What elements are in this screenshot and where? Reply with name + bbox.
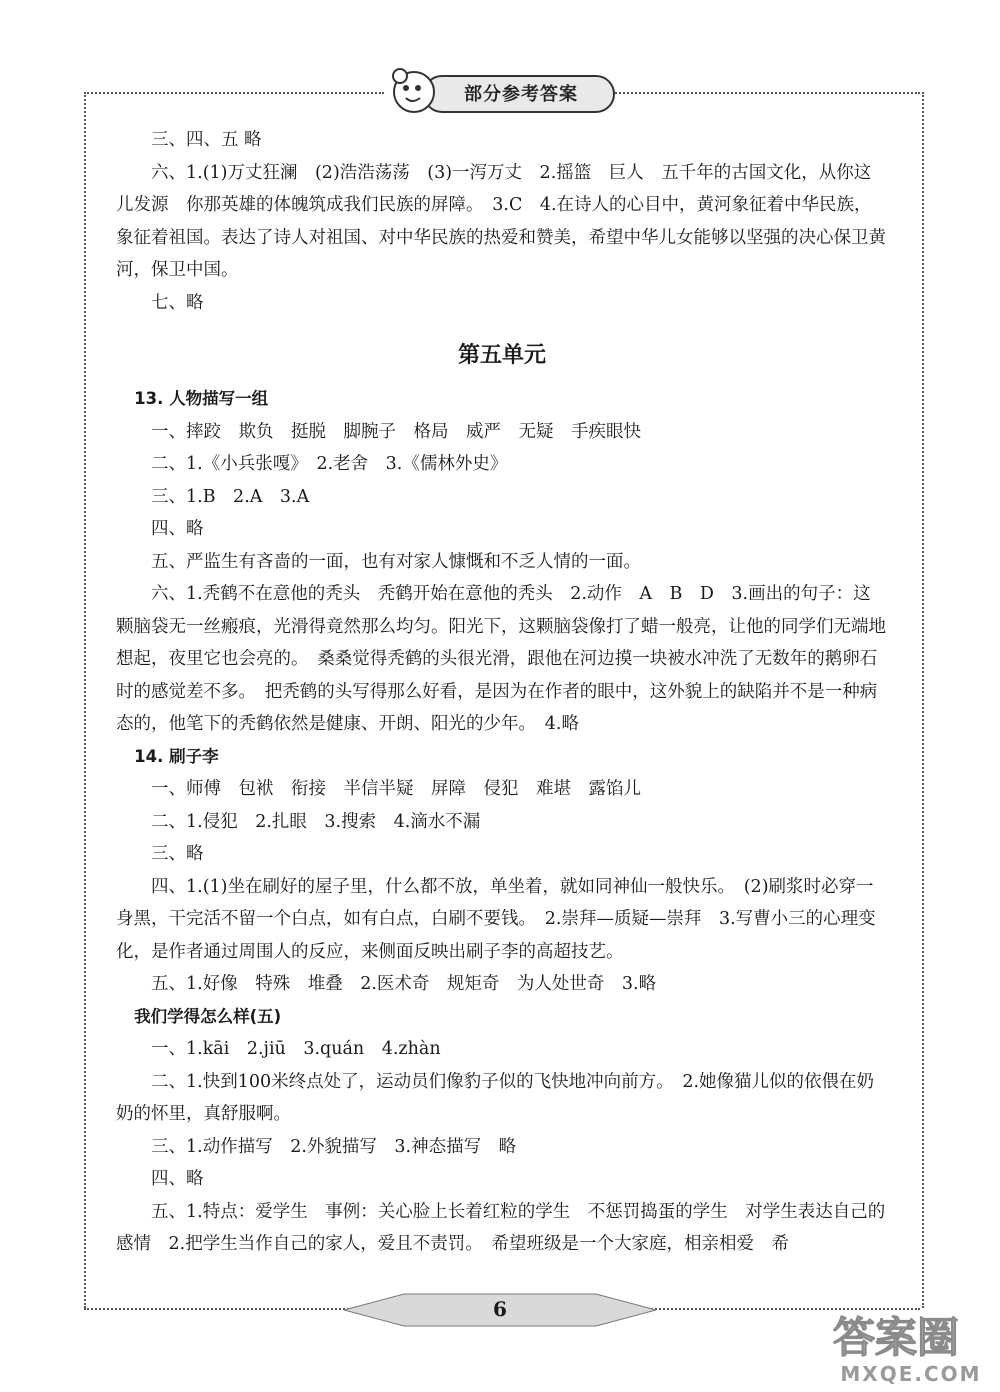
answer-line: 二、1.《小兵张嘎》 2.老舍 3.《儒林外史》 bbox=[151, 454, 508, 474]
svg-text:答案圈: 答案圈 bbox=[832, 1313, 960, 1362]
section-heading: 13. 人物描写一组 bbox=[134, 389, 269, 408]
answer-line: 三、略 bbox=[151, 844, 204, 864]
answer-line: 三、1.B 2.A 3.A bbox=[151, 486, 310, 507]
answer-line: 一、摔跤 欺负 挺脱 脚腕子 格局 威严 无疑 手疾眼快 bbox=[151, 421, 641, 442]
answer-paragraph: 六、1.(1)万丈狂澜 (2)浩浩荡荡 (3)一泻万丈 2.摇篮 巨人 五千年的古国文化，从你这儿发源 你那英雄的体魄筑成我们民族的屏障。 3.C 4.在诗人的心目中，黄河象征着中华民族，象征着祖国。表达了诗人对祖国、对中华民族的热爱和赞美，希望中华儿女能够以坚强的决心保卫黄河，保卫中国。 bbox=[116, 162, 886, 280]
answer-line: 三、1.动作描写 2.外貌描写 3.神态描写 略 bbox=[151, 1136, 517, 1157]
answer-paragraph: 二、1.快到100米终点处了，运动员们像豹子似的飞快地冲向前方。 2.她像猫儿似的依偎在奶奶的怀里，真舒服啊。 bbox=[116, 1071, 875, 1124]
answer-paragraph: 四、1.(1)坐在刷好的屋子里，什么都不放，单坐着，就如同神仙一般快乐。 (2)刷浆时必穿一身黑，干完活不留一个白点，如有白点，白刷不要钱。 2.崇拜—质疑—崇拜 3.写曹小三的心理变化，是作者通过周围人的反应，来侧面反映出刷子李的高超技艺。 bbox=[116, 876, 876, 962]
answer-line: 一、1.kāi 2.jiū 3.quán 4.zhàn bbox=[151, 1039, 441, 1059]
answer-paragraph: 五、1.特点：爱学生 事例：关心脸上长着红粒的学生 不惩罚捣蛋的学生 对学生表达自己的感情 2.把学生当作自己的家人，爱且不责罚。 希望班级是一个大家庭，相亲相爱 希 bbox=[116, 1201, 886, 1254]
answer-line: 五、严监生有吝啬的一面，也有对家人慷慨和不乏人情的一面。 bbox=[151, 551, 641, 572]
page-border-top-left bbox=[84, 92, 384, 94]
answer-paragraph: 三、四、五 略 bbox=[151, 130, 262, 150]
page-border-top-right bbox=[612, 92, 920, 94]
answer-paragraph: 七、略 bbox=[151, 292, 204, 313]
section-heading: 14. 刷子李 bbox=[134, 746, 219, 766]
answer-line: 二、1.侵犯 2.扎眼 3.搜索 4.滴水不漏 bbox=[151, 811, 481, 832]
answer-line: 一、师傅 包袱 衔接 半信半疑 屏障 侵犯 难堪 露馅儿 bbox=[151, 779, 641, 799]
answer-line: 四、略 bbox=[151, 519, 204, 539]
answer-paragraph: 六、1.秃鹤不在意他的秃头 秃鹤开始在意他的秃头 2.动作 A B D 3.画出的句子：这颗脑袋无一丝瘢痕，光滑得竟然那么均匀。阳光下，这颗脑袋像打了蜡一般亮，让他的同学们无端地想起，夜里它也会亮的。 桑桑觉得秃鹤的头很光滑，跟他在河边摸一块被水冲洗了无数年的鹅卵石时的感觉差不多。 把秃鹤的头写得那么好看，是因为在作者的眼中，这外貌上的缺陷并不是一种病态的，他笔下的秃鹤依然是健康、开朗、阳光的少年。 4.略 bbox=[116, 584, 886, 734]
page-number: 6 bbox=[493, 1297, 507, 1321]
answer-line: 五、1.好像 特殊 堆叠 2.医术奇 规矩奇 为人处世奇 3.略 bbox=[151, 974, 657, 994]
answer-content bbox=[116, 124, 888, 1261]
section-heading: 我们学得怎么样(五) bbox=[134, 1006, 282, 1026]
answer-line: 四、略 bbox=[151, 1169, 204, 1189]
header-title: 部分参考答案 bbox=[464, 84, 578, 105]
unit-title: 第五单元 bbox=[457, 343, 546, 368]
watermark-url: MXQE.COM bbox=[840, 1362, 982, 1386]
